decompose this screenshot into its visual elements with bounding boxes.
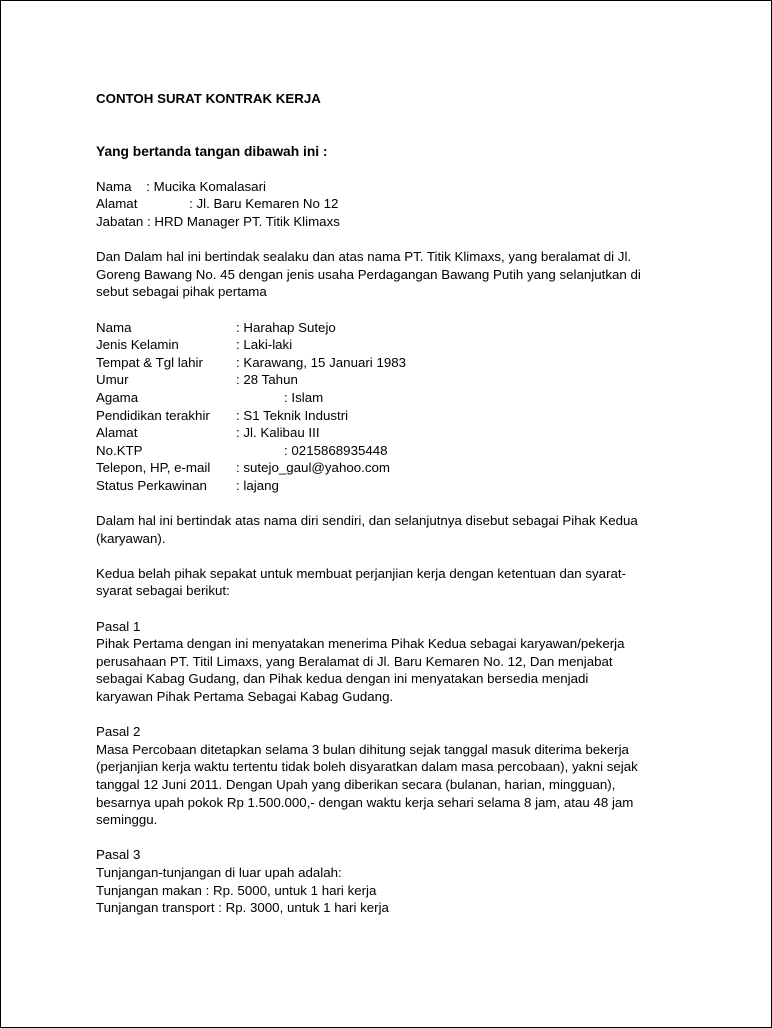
field-value: : Harahap Sutejo bbox=[236, 319, 336, 335]
paragraph-line: Pihak Pertama dengan ini menyatakan menerima Pihak Kedua sebagai karyawan/pekerja bbox=[96, 636, 625, 652]
field-label: Jenis Kelamin bbox=[96, 337, 179, 353]
field-value: : Karawang, 15 Januari 1983 bbox=[236, 354, 407, 370]
paragraph-line: Masa Percobaan ditetapkan selama 3 bulan dihitung sejak tanggal masuk diterima bekerja bbox=[96, 741, 629, 757]
pasal-2 bbox=[96, 723, 706, 829]
pasal-heading: Pasal 3 bbox=[96, 847, 141, 863]
first-party-address: Alamat : Jl. Baru Kemaren No 12 bbox=[96, 196, 339, 212]
paragraph-line: Dalam hal ini bertindak atas nama diri sendiri, dan selanjutnya disebut sebagai Pihak Kedua bbox=[96, 513, 638, 529]
paragraph-line: besarnya upah pokok Rp 1.500.000,- dengan waktu kerja sehari selama 8 jam, atau 48 jam bbox=[96, 794, 634, 810]
second-party-field bbox=[96, 477, 706, 495]
paragraph-line: Kedua belah pihak sepakat untuk membuat perjanjian kerja dengan ketentuan dan syarat- bbox=[96, 565, 627, 581]
second-party-field bbox=[96, 424, 706, 442]
paragraph-line: karyawan Pihak Pertama Sebagai Kabag Gudang. bbox=[96, 689, 394, 704]
paragraph-line: perusahaan PT. Titil Limaxs, yang Beralamat di Jl. Baru Kemaren No. 12, Dan menjabat bbox=[96, 653, 613, 669]
second-party-block bbox=[96, 319, 706, 495]
second-party-field bbox=[96, 459, 706, 477]
second-party-field bbox=[96, 407, 706, 425]
field-label: Status Perkawinan bbox=[96, 477, 207, 493]
agreement-paragraph bbox=[96, 565, 706, 600]
field-value: : S1 Teknik Industri bbox=[236, 407, 349, 423]
field-value: : lajang bbox=[236, 477, 279, 493]
paragraph-line: Tunjangan makan : Rp. 5000, untuk 1 hari kerja bbox=[96, 882, 377, 898]
field-value: : Laki-laki bbox=[236, 337, 293, 353]
second-party-field bbox=[96, 354, 706, 372]
second-party-field bbox=[96, 336, 706, 354]
pasal-heading: Pasal 2 bbox=[96, 724, 141, 740]
first-party-name: Nama : Mucika Komalasari bbox=[96, 178, 266, 194]
paragraph-line: (karyawan). bbox=[96, 530, 166, 546]
field-value: : 0215868935448 bbox=[236, 442, 388, 458]
field-label: Pendidikan terakhir bbox=[96, 407, 210, 423]
second-party-field bbox=[96, 319, 706, 337]
paragraph-line: sebut sebagai pihak pertama bbox=[96, 284, 267, 300]
field-value: : sutejo_gaul@yahoo.com bbox=[236, 460, 390, 476]
contract-document bbox=[96, 90, 706, 917]
second-party-field bbox=[96, 371, 706, 389]
second-party-field bbox=[96, 442, 706, 460]
field-value: : 28 Tahun bbox=[236, 372, 298, 388]
paragraph-line: (perjanjian kerja waktu tertentu tidak boleh disyaratkan dalam masa percobaan), yakni sejak bbox=[96, 759, 638, 775]
document-title: CONTOH SURAT KONTRAK KERJA bbox=[96, 91, 321, 106]
paragraph-line: Tunjangan transport : Rp. 3000, untuk 1 hari kerja bbox=[96, 900, 389, 916]
paragraph-line: tanggal 12 Juni 2011. Dengan Upah yang diberikan secara (bulanan, harian, mingguan), bbox=[96, 776, 616, 792]
field-label: Umur bbox=[96, 372, 129, 388]
first-party-block bbox=[96, 178, 706, 231]
paragraph-line: Tunjangan-tunjangan di luar upah adalah: bbox=[96, 864, 342, 880]
pasal-1 bbox=[96, 618, 706, 706]
field-label: No.KTP bbox=[96, 442, 143, 458]
pasal-3 bbox=[96, 846, 706, 916]
field-label: Telepon, HP, e-mail bbox=[96, 460, 211, 476]
field-label: Alamat bbox=[96, 425, 138, 441]
field-label: Nama bbox=[96, 319, 132, 335]
paragraph-line: seminggu. bbox=[96, 812, 158, 828]
second-party-description bbox=[96, 512, 706, 547]
first-party-position: Jabatan : HRD Manager PT. Titik Klimaxs bbox=[96, 213, 340, 229]
first-party-description bbox=[96, 248, 706, 301]
intro-heading: Yang bertanda tangan dibawah ini : bbox=[96, 143, 328, 159]
field-label: Agama bbox=[96, 389, 139, 405]
field-value: : Jl. Kalibau III bbox=[236, 425, 320, 441]
second-party-field bbox=[96, 389, 706, 407]
field-value: : Islam bbox=[236, 389, 324, 405]
pasal-heading: Pasal 1 bbox=[96, 618, 141, 634]
field-label: Tempat & Tgl lahir bbox=[96, 354, 203, 370]
paragraph-line: Goreng Bawang No. 45 dengan jenis usaha Perdagangan Bawang Putih yang selanjutkan di bbox=[96, 266, 641, 282]
paragraph-line: sebagai Kabag Gudang, dan Pihak kedua dengan ini menyatakan bersedia menjadi bbox=[96, 671, 589, 687]
paragraph-line: Dan Dalam hal ini bertindak sealaku dan atas nama PT. Titik Klimaxs, yang beralamat di Jl. bbox=[96, 249, 632, 265]
paragraph-line: syarat sebagai berikut: bbox=[96, 583, 230, 599]
